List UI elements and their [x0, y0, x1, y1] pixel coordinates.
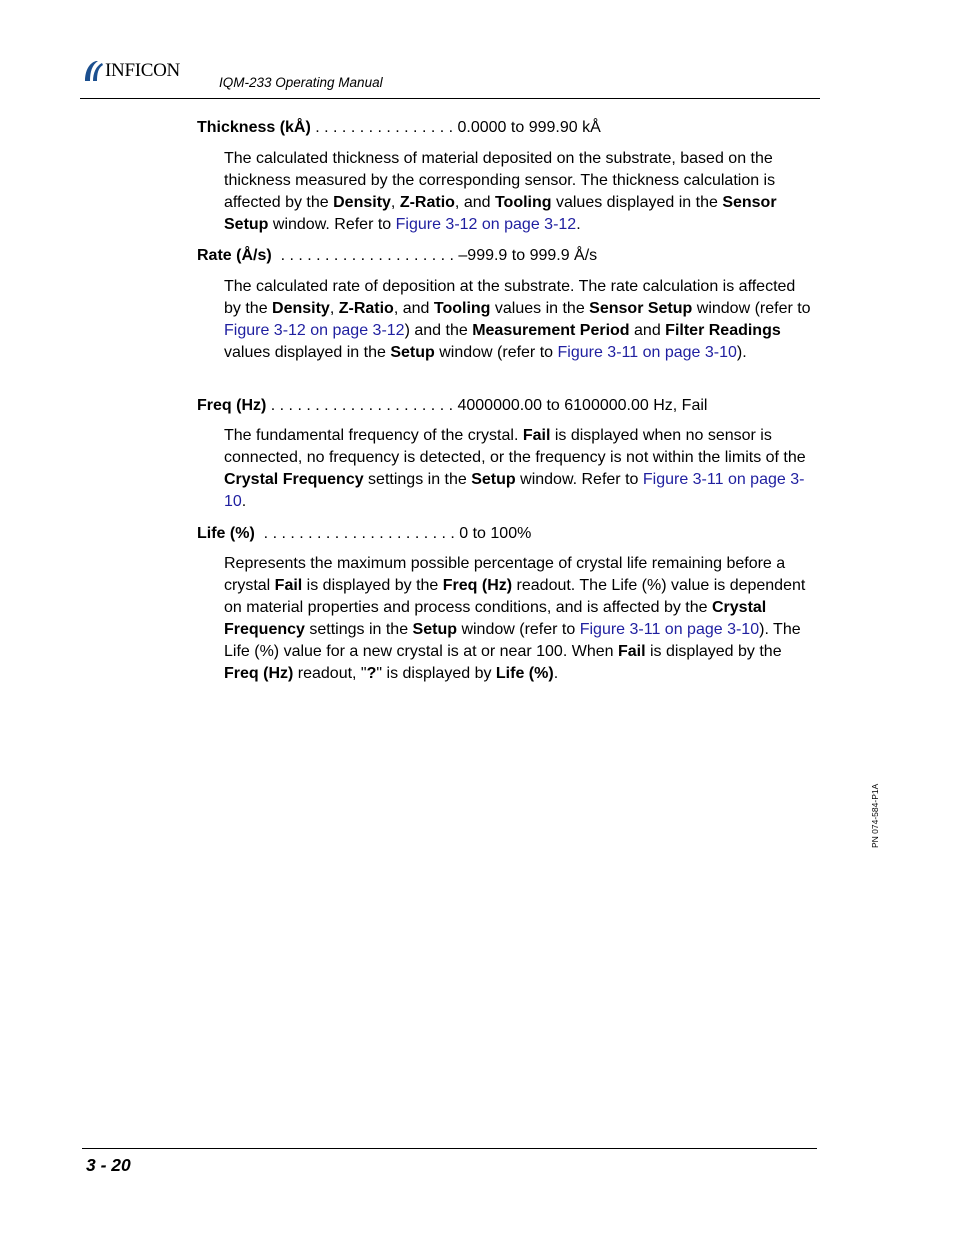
page-number: 3 - 20 — [86, 1155, 131, 1175]
bold-term: Crystal Frequency — [224, 471, 364, 488]
footer-rule — [82, 1148, 817, 1149]
bold-term: Fail — [522, 427, 551, 444]
bold-term: Sensor Setup — [224, 194, 777, 233]
inficon-logo-mark-icon — [82, 59, 104, 83]
text: values in the — [490, 300, 590, 317]
text: . — [576, 216, 581, 233]
text: and — [629, 322, 666, 339]
bold-term: Freq (Hz) — [224, 665, 294, 682]
manual-title: IQM-233 Operating Manual — [219, 75, 383, 90]
bold-term: Filter Readings — [665, 322, 781, 339]
text: settings in the — [363, 471, 472, 488]
life-leader: . . . . . . . . . . . . . . . . . . . . . . — [254, 525, 460, 542]
bold-term: Tooling — [494, 194, 552, 211]
bold-term: Z-Ratio — [338, 300, 394, 317]
bold-term: Freq (Hz) — [442, 577, 513, 594]
bold-term: Crystal Frequency — [224, 599, 767, 638]
life-description — [224, 553, 814, 685]
text: values displayed in the — [224, 344, 391, 361]
text: ). The Life (%) value for a new crystal is at or near 100. When — [224, 621, 801, 660]
text: window (refer to — [434, 344, 558, 361]
figure-link[interactable]: Figure 3-12 on page 3-12 — [395, 216, 577, 233]
thickness-description — [224, 148, 814, 236]
figure-link[interactable]: Figure 3-12 on page 3-12 — [224, 322, 405, 339]
thickness-term — [197, 117, 601, 139]
figure-link[interactable]: Figure 3-11 on page 3-10 — [557, 344, 737, 361]
text: " is displayed by — [376, 665, 496, 682]
thickness-range: 0.0000 to 999.90 kÅ — [457, 119, 601, 136]
rate-range: –999.9 to 999.9 Å/s — [458, 247, 598, 264]
text: , — [329, 300, 339, 317]
text: Represents the maximum possible percentage of crystal life remaining before a crystal — [224, 555, 786, 594]
bold-term: Setup — [390, 344, 435, 361]
text: ) and the — [404, 322, 473, 339]
freq-range: 4000000.00 to 6100000.00 Hz, Fail — [457, 397, 708, 414]
logo-text: INFICON — [105, 60, 180, 81]
bold-term: Life (%) — [495, 665, 554, 682]
text: values displayed in the — [551, 194, 723, 211]
header-rule — [80, 98, 820, 99]
life-range: 0 to 100% — [459, 525, 532, 542]
life-term — [197, 523, 531, 545]
text: window. Refer to — [515, 471, 643, 488]
bold-term: ? — [366, 665, 377, 682]
bold-term: Tooling — [433, 300, 491, 317]
bold-term: Setup — [412, 621, 457, 638]
bold-term: Density — [272, 300, 330, 317]
text: window (refer to — [457, 621, 580, 638]
text: The calculated rate of deposition at the substrate. The rate calculation is affected by the — [224, 278, 796, 317]
bold-term: Sensor Setup — [589, 300, 693, 317]
text: settings in the — [304, 621, 413, 638]
text: window (refer to — [692, 300, 811, 317]
freq-leader: . . . . . . . . . . . . . . . . . . . . . — [266, 397, 458, 414]
text: readout, " — [293, 665, 367, 682]
text: The fundamental frequency of the crystal. — [224, 427, 523, 444]
freq-label: Freq (Hz) — [197, 397, 267, 414]
rate-leader: . . . . . . . . . . . . . . . . . . . . — [271, 247, 459, 264]
text: is displayed by the — [302, 577, 443, 594]
figure-link[interactable]: Figure 3-11 on page 3-10 — [224, 471, 805, 510]
text: is displayed when no sensor is connected, no frequency is detected, or the frequency is not within the limits of the — [224, 427, 806, 466]
life-label: Life (%) — [197, 525, 255, 542]
rate-term — [197, 245, 597, 267]
bold-term: Fail — [274, 577, 303, 594]
bold-term: Setup — [471, 471, 516, 488]
text: window. Refer to — [268, 216, 396, 233]
bold-term: Fail — [617, 643, 646, 660]
rate-description — [224, 276, 814, 364]
text: ). — [736, 344, 747, 361]
text: , and — [454, 194, 495, 211]
text: The calculated thickness of material deposited on the substrate, based on the thickness measured by the corresponding sensor. The thickness calculation is affected by the — [224, 150, 776, 211]
rate-label: Rate (Å/s) — [197, 247, 272, 264]
thickness-label: Thickness (kÅ) — [197, 119, 311, 136]
part-number: PN 074-584-P1A — [870, 783, 880, 848]
freq-description — [224, 425, 814, 513]
figure-link[interactable]: Figure 3-11 on page 3-10 — [579, 621, 760, 638]
text: . — [241, 493, 247, 510]
bold-term: Measurement Period — [472, 322, 630, 339]
thickness-leader: . . . . . . . . . . . . . . . . — [310, 119, 458, 136]
text: , and — [393, 300, 434, 317]
bold-term: Z-Ratio — [399, 194, 455, 211]
text: readout. The Life (%) value is dependent on material properties and process conditions, and is affected by the — [224, 577, 806, 616]
bold-term: Density — [333, 194, 391, 211]
freq-term — [197, 395, 707, 417]
text: . — [553, 665, 559, 682]
text: is displayed by the — [645, 643, 782, 660]
text: , — [390, 194, 400, 211]
